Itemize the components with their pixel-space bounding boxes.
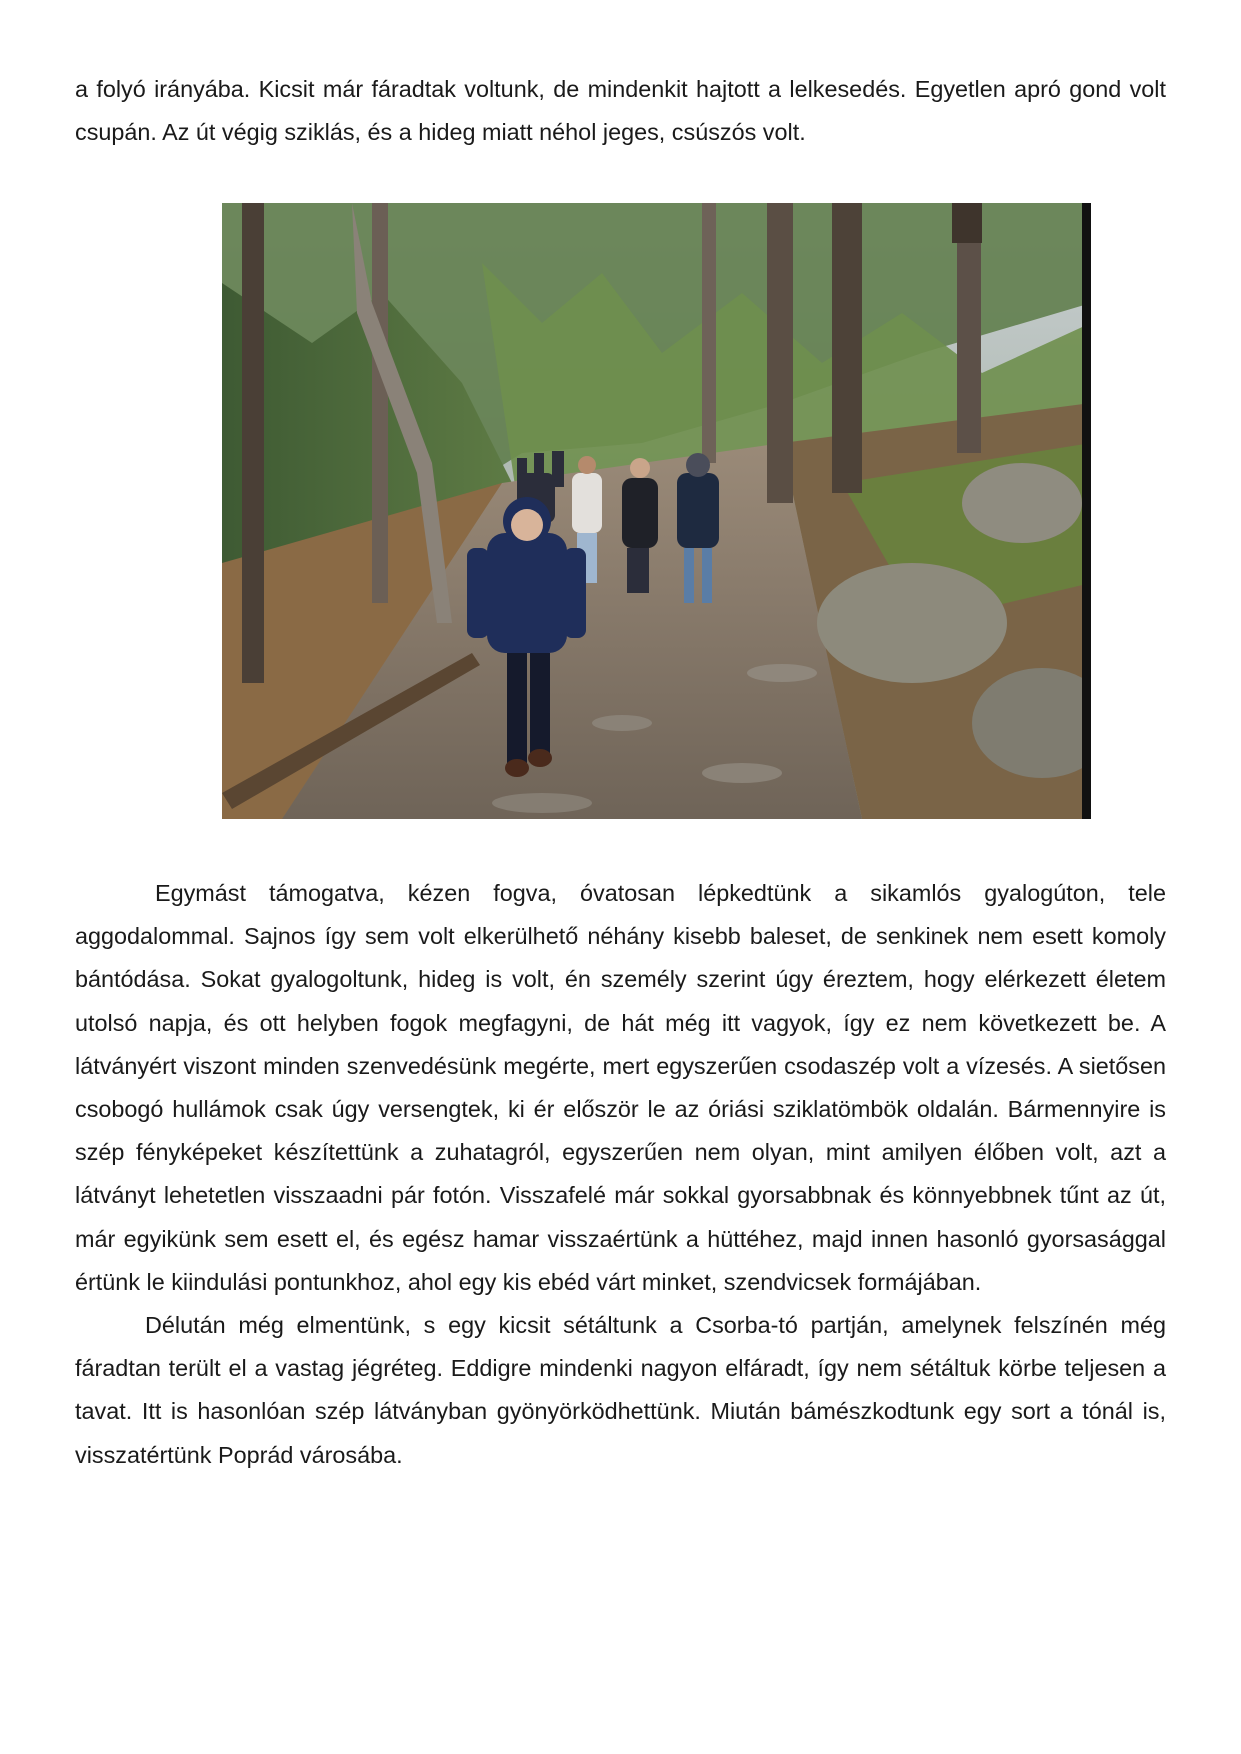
text-block-top xyxy=(75,68,1166,154)
hiking-photo-illustration xyxy=(222,203,1091,819)
paragraph-top: a folyó irányába. Kicsit már fáradtak voltunk, de mindenkit hajtott a lelkesedés. Egyetlen apró gond volt csupán. Az út végig sziklás, és a hideg miatt néhol jeges, csúszós volt. xyxy=(75,76,1166,146)
paragraph-bottom: Délután még elmentünk, s egy kicsit sétáltunk a Csorba-tó partján, amelynek felszínén még fáradtan terült el a vastag jégréteg. Eddigre mindenki nagyon elfáradt, így nem sétáltuk körbe teljesen a tavat. Itt is hasonlóan szép látványban gyönyörködhettünk. Miután bámészkodtunk egy sort a tónál is, visszatértünk Poprád városába. xyxy=(75,1312,1166,1468)
text-block-middle xyxy=(75,872,1166,1477)
paragraph-middle: Egymást támogatva, kézen fogva, óvatosan lépkedtünk a sikamlós gyalogúton, tele aggodalommal. Sajnos így sem volt elkerülhető néhány kisebb baleset, de senkinek nem esett komoly bántódása. Sokat gyalogoltunk, hideg is volt, én személy szerint úgy éreztem, hogy elérkezett életem utolsó napja, és ott helyben fogok megfagyni, de hát még itt vagyok, így ez nem következett be. A látványért viszont minden szenvedésünk megérte, mert egyszerűen csodaszép volt a vízesés. A sietősen csobogó hullámok csak úgy versengtek, ki ér először le az óriási sziklatömbök oldalán. Bármennyire is szép fényképeket készítettünk a zuhatagról, egyszerűen nem olyan, mint amilyen élőben volt, azt a látványt lehetetlen visszaadni pár fotón. Visszafelé már sokkal gyorsabbnak és könnyebbnek tűnt az út, már egyikünk sem esett el, és egész hamar visszaértünk a hüttéhez, majd innen hasonló gyorsasággal értünk le kiindulási pontunkhoz, ahol egy kis ebéd várt minket, szendvicsek formájában. xyxy=(75,880,1167,1295)
hiking-photo xyxy=(222,203,1091,819)
